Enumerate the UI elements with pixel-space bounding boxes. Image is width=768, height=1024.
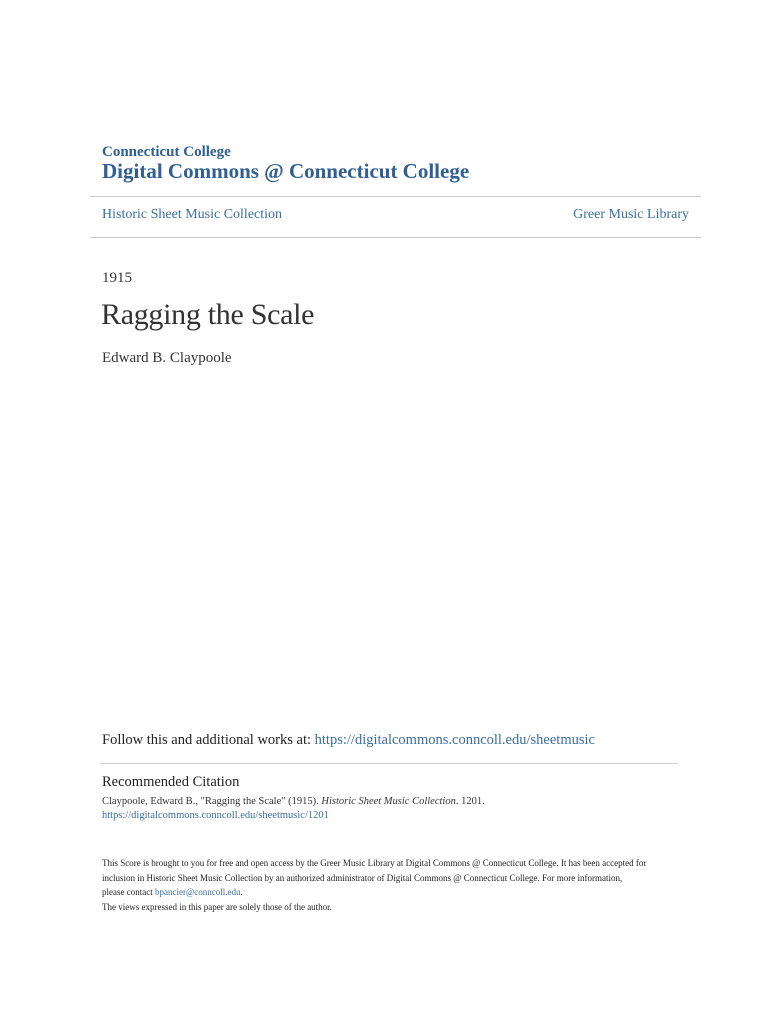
contact-email-link[interactable]: bpancier@conncoll.edu [154,887,241,897]
header-divider-bottom [90,237,701,238]
notice-contact-suffix: . [240,887,243,897]
notice-line-1: This Score is brought to you for free and open access by the Greer Music Library at Digital Commons @ Connecticut College. It has been accepted for [102,858,647,868]
citation-heading: Recommended Citation [102,774,240,790]
library-link[interactable]: Greer Music Library [573,207,689,222]
header-divider-top [90,196,701,197]
author-name: Edward B. Claypoole [102,350,232,366]
page-title: Ragging the Scale [101,298,315,331]
notice-line-2: inclusion in Historic Sheet Music Collection by an authorized administrator of Digital Commons @ Connecticut College. For more information, [102,872,623,883]
citation-url-link[interactable]: https://digitalcommons.conncoll.edu/sheetmusic/1201 [102,810,329,821]
collection-link[interactable]: Historic Sheet Music Collection [102,207,283,222]
follow-line [102,732,595,749]
notice-contact-prefix: please contact [102,887,155,897]
repository-name[interactable]: Digital Commons @ Connecticut College [102,159,470,183]
citation-text [102,796,485,807]
citation-divider [100,763,678,764]
notice-line-3 [102,885,672,900]
institution-name[interactable]: Connecticut College [102,144,231,160]
citation-text-before: Claypoole, Edward B., "Ragging the Scale" (1915). [102,796,322,807]
citation-series: Historic Sheet Music Collection [321,796,456,807]
publication-year: 1915 [102,270,132,286]
citation-text-after: . 1201. [455,796,485,807]
follow-label: Follow this and additional works at: [102,732,315,748]
access-notice [102,856,672,914]
notice-line-4: The views expressed in this paper are solely those of the author. [102,901,332,912]
follow-url-link[interactable]: https://digitalcommons.conncoll.edu/sheetmusic [314,732,595,748]
